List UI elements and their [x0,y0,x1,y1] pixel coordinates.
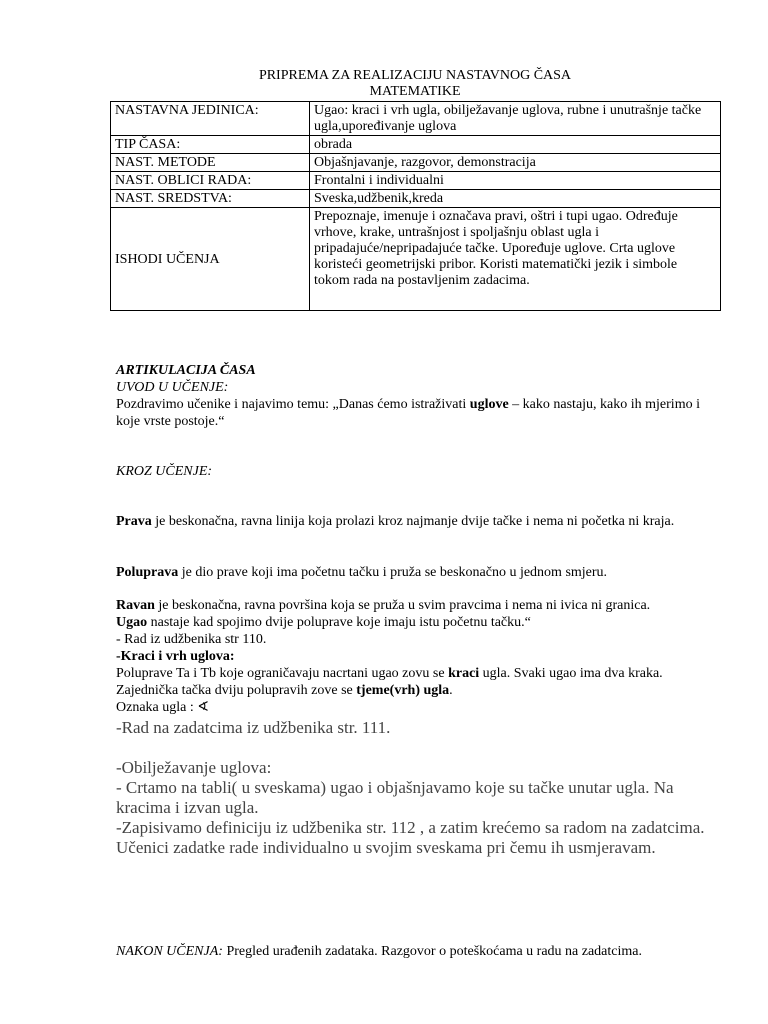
uvod-paragraph [116,396,716,430]
nakon-heading: NAKON UČENJA: [116,944,223,959]
kraci-text-1: Poluprave Ta i Tb koje ograničavaju nacrtani ugao zovu se [116,666,449,681]
poluprava-paragraph [116,564,716,581]
ugao-term: Ugao [116,615,148,630]
uvod-heading: UVOD U UČENJE: [116,380,229,395]
lesson-info-table [110,101,721,311]
ugao-text: nastaje kad spojimo dvije poluprave koje imaju istu početnu tačku.“ [147,615,531,630]
ravan-paragraph [116,597,716,614]
crtamo-paragraph: - Crtamo na tabli( u sveskama) ugao i objašnjavamo koje su tačke unutar ugla. Na kracima i izvan ugla. [116,778,674,817]
kraci-text-2: ugla. Svaki ugao ima dva kraka. Zajednička tačka dviju polupravih zove se [116,666,663,698]
row-value: Objašnjavanje, razgovor, demonstracija [310,154,721,172]
articulation-intro [116,362,716,430]
row-label: ISHODI UČENJA [111,208,310,311]
kroz-heading: KROZ UČENJE: [116,464,213,479]
ugao-paragraph [116,614,716,631]
prava-term: Prava [116,514,152,529]
poluprava-text: je dio prave koji ima početnu tačku i pruža se beskonačno u jednom smjeru. [178,565,608,580]
row-value: Prepoznaje, imenuje i označava pravi, oštri i tupi ugao. Određuje vrhove, krake, untrašnjost i spoljašnju oblast ugla i pripadajuće/nepripadajuće tačke. Upoređuje uglove. Crta uglove koristeći geometrijski pribor. Koristi matematički jezik i simbole tokom rada na postavljenim zadacima. [310,208,721,311]
oznaka-line [116,699,716,716]
obiljezavanje-heading: -Obilježavanje uglova: [116,758,272,777]
row-label: NAST. OBLICI RADA: [111,172,310,190]
rad-udzbenik-line: - Rad iz udžbenika str 110. [116,632,267,647]
table-row [111,172,721,190]
table-row [111,208,721,311]
kraci-term: kraci [448,666,480,681]
row-label: TIP ČASA: [111,136,310,154]
row-value: obrada [310,136,721,154]
nakon-text: Pregled urađenih zadataka. Razgovor o poteškoćama u radu na zadatcima. [222,944,642,959]
document-title-line1: PRIPREMA ZA REALIZACIJU NASTAVNOG ČASA [258,68,572,83]
poluprava-term: Poluprava [116,565,179,580]
row-value: Frontalni i individualni [310,172,721,190]
prava-paragraph [116,513,716,530]
articulation-heading: ARTIKULACIJA ČASA [116,363,256,378]
obiljezavanje-block [116,758,716,858]
document-title-line2: MATEMATIKE [369,84,461,99]
uvod-text-start: Pozdravimo učenike i najavimo temu: „Danas ćemo istraživati [116,397,470,412]
uvod-text-end: – kako nastaju, kako ih mjerimo i koje vrste postoje.“ [116,397,700,429]
kraci-text-3: . [449,683,453,698]
zapisivamo-paragraph: -Zapisivamo definiciju iz udžbenika str. 112 , a zatim krećemo sa radom na zadatcima. [116,818,705,837]
ravan-text: je beskonačna, ravna površina koja se pruža u svim pravcima i nema ni ivica ni granica. [154,598,651,613]
table-row [111,154,721,172]
table-row [111,102,721,136]
ucenici-paragraph: Učenici zadatke rade individualno u svojim sveskama pri čemu ih usmjeravam. [116,838,656,857]
kraci-paragraph [116,665,716,699]
angle-symbol-icon: ∢ [197,700,209,715]
nakon-paragraph [116,943,716,960]
row-label: NASTAVNA JEDINICA: [111,102,310,136]
uvod-term: uglove [469,397,509,412]
ravan-term: Ravan [116,598,155,613]
table-row [111,190,721,208]
prava-text: je beskonačna, ravna linija koja prolazi kroz najmanje dvije tačke i nema ni početka ni kraja. [151,514,675,529]
definitions-block [116,597,716,716]
row-value: Ugao: kraci i vrh ugla, obilježavanje uglova, rubne i unutrašnje tačke ugla,upoređivanje uglova [310,102,721,136]
row-value: Sveska,udžbenik,kreda [310,190,721,208]
kraci-heading: -Kraci i vrh uglova: [116,649,235,664]
tjeme-term: tjeme(vrh) ugla [356,683,450,698]
row-label: NAST. SREDSTVA: [111,190,310,208]
row-label: NAST. METODE [111,154,310,172]
oznaka-label: Oznaka ugla : [116,700,198,715]
rad-zadaci-line: -Rad na zadatcima iz udžbenika str. 111. [116,718,391,737]
table-row [111,136,721,154]
